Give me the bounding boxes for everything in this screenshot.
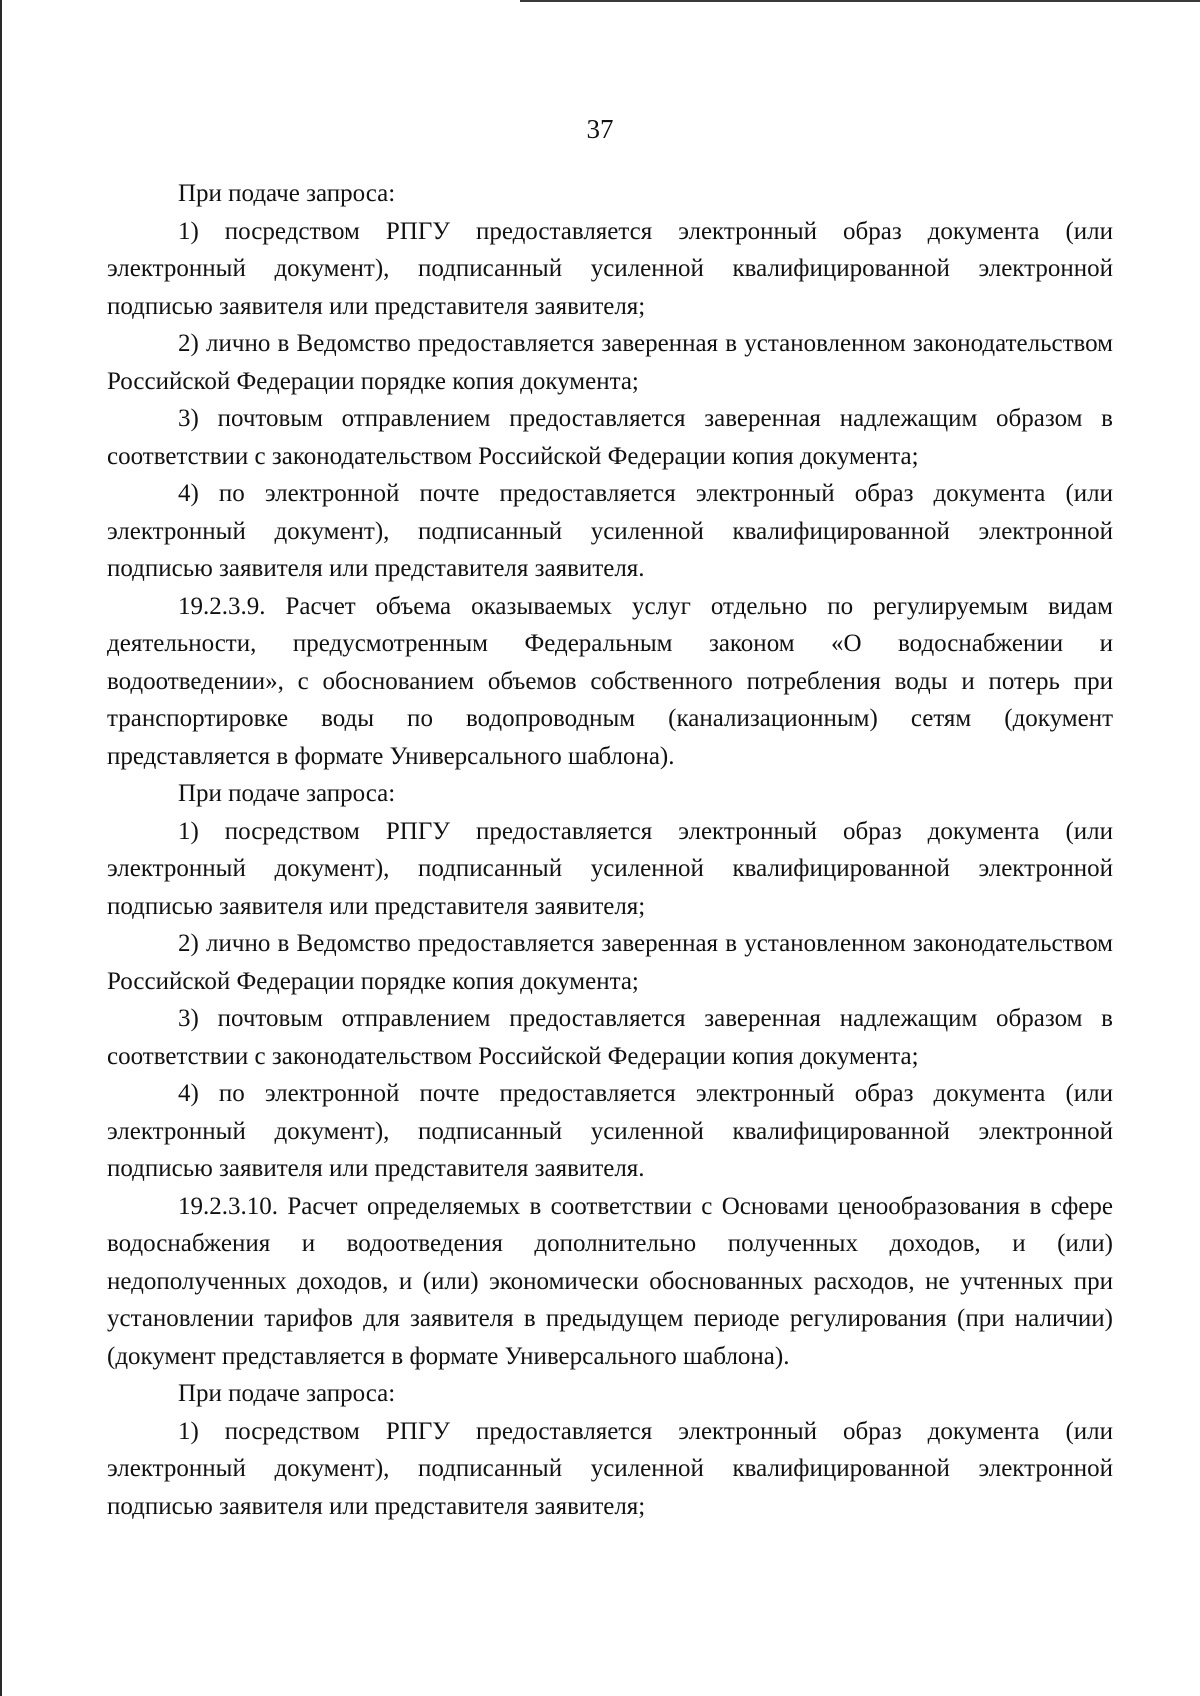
list-item-in-person: 2) лично в Ведомство предоставляется заверенная в установленном законодательством Российской Федерации порядке копия документа; [107,330,1113,395]
list-item-post: 3) почтовым отправлением предоставляется заверенная надлежащим образом в соответствии с законодательством Российской Федерации копия документа; [107,1005,1113,1070]
list-item-email: 4) по электронной почте предоставляется электронный образ документа (или электронный документ), подписанный усиленной квалифицированной электронной подписью заявителя или представителя заявителя. [107,1080,1113,1182]
scan-edge-left [0,0,2,1696]
list-item-rpgu: 1) посредством РПГУ предоставляется электронный образ документа (или электронный документ), подписанный усиленной квалифицированной электронной подписью заявителя или представителя заявителя; [107,217,1113,320]
list-item-rpgu: 1) посредством РПГУ предоставляется электронный образ документа (или электронный документ), подписанный усиленной квалифицированной электронной подписью заявителя или представителя заявителя; [107,1417,1113,1520]
list-item-post: 3) почтовым отправлением предоставляется заверенная надлежащим образом в соответствии с законодательством Российской Федерации копия документа; [107,405,1113,470]
list-item-rpgu: 1) посредством РПГУ предоставляется электронный образ документа (или электронный документ), подписанный усиленной квалифицированной электронной подписью заявителя или представителя заявителя; [107,817,1113,920]
scan-edge-top [520,0,1200,2]
page-number: 37 [586,114,614,144]
submission-heading: При подаче запроса: [178,180,396,207]
clause-19-2-3-10: 19.2.3.10. Расчет определяемых в соответствии с Основами ценообразования в сфере водоснабжения и водоотведения дополнительно полученных доходов, и (или) недополученных доходов, и (или) экономически обоснованных расходов, не учтенных при установлении тарифов для заявителя в предыдущем периоде регулирования (при наличии) (документ представляется в формате Универсального шаблона). [107,1192,1113,1370]
list-item-in-person: 2) лично в Ведомство предоставляется заверенная в установленном законодательством Российской Федерации порядке копия документа; [107,930,1113,995]
list-item-email: 4) по электронной почте предоставляется электронный образ документа (или электронный документ), подписанный усиленной квалифицированной электронной подписью заявителя или представителя заявителя. [107,480,1113,582]
submission-heading: При подаче запроса: [178,780,396,807]
clause-19-2-3-9: 19.2.3.9. Расчет объема оказываемых услуг отдельно по регулируемым видам деятельности, предусмотренным Федеральным законом «О водоснабжении и водоотведении», с обоснованием объемов собственного потребления воды и потерь при транспортировке воды по водопроводным (канализационным) сетям (документ представляется в формате Универсального шаблона). [107,592,1113,770]
document-body [107,175,1113,1525]
submission-heading: При подаче запроса: [178,1380,396,1407]
